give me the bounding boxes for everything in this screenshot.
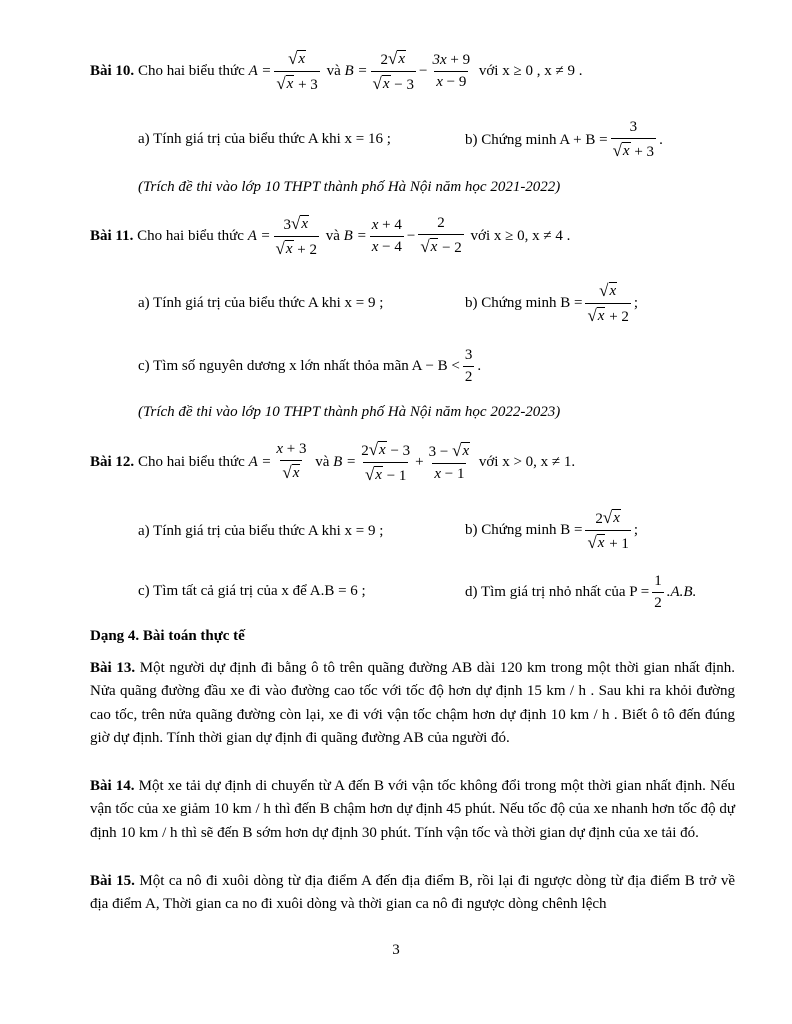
bai10-and: và [326, 62, 341, 79]
bai14-paragraph [90, 775, 735, 845]
bai11-part-a: a) Tính giá trị của biểu thức A khi x = 9 ; [138, 295, 384, 311]
formula-B-10: B = [344, 62, 368, 79]
bai12-intro: Cho hai biểu thức [137, 453, 245, 470]
fraction-result-11: √ x √ x + 2 [587, 280, 629, 325]
fraction-A-10: √ x √ x + 3 [276, 48, 318, 93]
bai15-text: Một ca nô đi xuôi dòng từ địa điểm A đến địa điểm B, rồi lại đi ngược dòng từ địa điểm B trở về địa điểm A, Thời gian ca no đi xuôi dòng và thời gian ca nô đi ngược dòng chênh lệch [90, 873, 735, 913]
bai14-title: Bài 14. [90, 778, 135, 794]
bai10-citation: (Trích đề thi vào lớp 10 THPT thành phố Hà Nội năm học 2021-2022) [138, 179, 561, 195]
bai11-citation: (Trích đề thi vào lớp 10 THPT thành phố Hà Nội năm học 2022-2023) [138, 404, 561, 420]
fraction-result-10: 3 √ x + 3 [612, 119, 655, 160]
bai11-statement: Bài 11. Cho hai biểu thức A = 3 √ x √ x + 2 và B = $\frac{x + 4}{x - 4}$ − 2 √ x − 2 với x ≥ 0, x ≠ 4 . [90, 213, 571, 258]
fraction-B1-12: 2 √ x − 3 √ x − 1 [361, 439, 411, 484]
bai15-title: Bài 15. [90, 873, 135, 889]
bai11-and: và [325, 227, 340, 244]
bai10-condition: với x ≥ 0 , x ≠ 9 . [478, 62, 583, 79]
bai12-and: và [315, 453, 330, 470]
bai11-title: Bài 11. [90, 227, 134, 244]
fraction-A-12: x + 3 √ x [276, 441, 307, 482]
bai12-title: Bài 12. [90, 453, 135, 470]
fraction-one-half: $\frac{1}{2}$ [654, 572, 662, 611]
fraction-B1-10: 2 √ x √ x − 3 [372, 48, 415, 93]
fraction-B1-11: $\frac{x + 4}{x - 4}$ [371, 216, 402, 255]
bai10-part-b: b) Chứng minh A + B = 3 √ x + 3 . [465, 119, 663, 160]
bai13-title: Bài 13. [90, 660, 136, 676]
bai11-part-c: c) Tìm số nguyên dương x lớn nhất thỏa mãn A − B < $\frac{3}{2}$ . [138, 346, 482, 385]
bai12-part-d: d) Tìm giá trị nhỏ nhất của P = $\frac{1}{2}$ .A.B. [465, 572, 697, 611]
formula-A-10: A = [248, 62, 272, 79]
bai10-statement: Bài 10. Cho hai biểu thức A = √ x √ x + 3 và B = 2 √ x √ x − 3 − $\frac{3x + 9}{x - 9}$ với x ≥ 0 , x ≠ 9 . [90, 48, 583, 93]
page-number: 3 [392, 942, 400, 958]
bai12-part-a: a) Tính giá trị của biểu thức A khi x = 9 ; [138, 523, 384, 539]
bai12-part-b: b) Chứng minh B = 2 √ x √ x + 1 ; [465, 507, 639, 552]
bai12-condition: với x > 0, x ≠ 1. [478, 453, 576, 470]
bai14-text: Một xe tải dự định di chuyển từ A đến B với vận tốc không đổi trong một thời gian nhất định. Nếu vận tốc của xe giảm 10 km / h thì đến B chậm hơn dự định 45 phút. Nếu tốc độ của xe nhanh hơn tốc độ dự định 10 km / h thì sẽ đến B sớm hơn dự định 30 phút. Tính vận tốc và thời gian dự định của xe tải đó. [90, 778, 736, 841]
section-heading: Dạng 4. Bài toán thực tế [90, 628, 245, 644]
bai10-title: Bài 10. [90, 62, 135, 79]
bai13-paragraph [90, 657, 735, 751]
bai11-part-b: b) Chứng minh B = √ x √ x + 2 ; [465, 280, 639, 325]
bai10-part-a: a) Tính giá trị của biểu thức A khi x = 16 ; [138, 131, 391, 147]
fraction-B2-12: 3 − √ x x − 1 [428, 441, 470, 482]
bai12-part-c: c) Tìm tất cả giá trị của x để A.B = 6 ; [138, 583, 366, 599]
fraction-B2-11: 2 √ x − 2 [420, 215, 462, 256]
bai11-condition: với x ≥ 0, x ≠ 4 . [470, 227, 571, 244]
bai13-text: Một người dự định đi bằng ô tô trên quãng đường AB dài 120 km trong một thời gian nhất định. Nửa quãng đường đầu xe đi vào đường cao tốc với tốc độ hơn dự định 15 km / h . Sau khi ra khỏi đường cao tốc, trên nửa quãng đường còn lại, xe đi với vận tốc chậm hơn dự định 10 km / h . Biết ô tô đến đúng giờ dự định. Tính thời gian dự định đi quãng đường AB của người đó. [90, 660, 735, 747]
bai15-paragraph [90, 870, 735, 917]
bai11-intro: Cho hai biểu thức [137, 227, 244, 244]
fraction-A-11: 3 √ x √ x + 2 [275, 213, 317, 258]
fraction-B2-10: $\frac{3x + 9}{x - 9}$ [432, 51, 471, 90]
fraction-result-12: 2 √ x √ x + 1 [587, 507, 629, 552]
fraction-three-halves: $\frac{3}{2}$ [464, 346, 473, 385]
bai12-statement: Bài 12. Cho hai biểu thức A = x + 3 √ x và B = 2 √ x − 3 √ x − 1 + 3 − √ x x − 1 với x > 0, x ≠ 1. [90, 439, 576, 484]
bai10-intro: Cho hai biểu thức [137, 62, 245, 79]
